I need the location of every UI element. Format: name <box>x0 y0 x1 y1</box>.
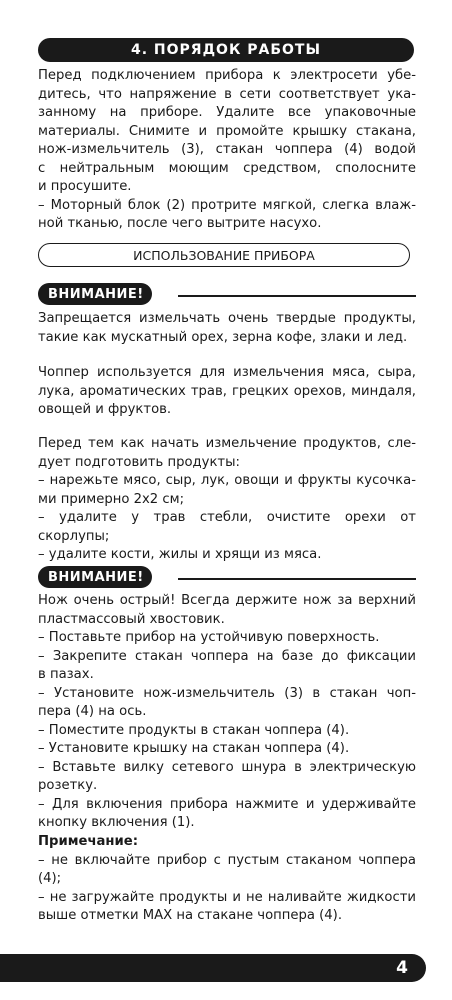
text-line: пера (4) на ось. <box>38 704 147 719</box>
text-line: – не включайте прибор с пустым стаканом чоппера (4); <box>38 852 416 886</box>
text-line: – Для включения прибора нажмите и удерживайте <box>38 796 416 812</box>
subsection-title-text: ИСПОЛЬЗОВАНИЕ ПРИБОРА <box>133 247 315 263</box>
text-line: лука, ароматических трав, грецких орехов, миндаля, <box>38 383 416 399</box>
text-line: с нейтральным моющим средством, сполосните <box>38 160 416 176</box>
uses-paragraph <box>38 364 416 420</box>
text-line: в пазах. <box>38 667 94 682</box>
divider <box>178 295 416 297</box>
text-line: – нарежьте мясо, сыр, лук, овощи и фрукты кусочка- <box>38 473 416 488</box>
note-label: Примечание: <box>38 834 138 849</box>
text-line: Нож очень острый! Всегда держите нож за верхний <box>38 593 416 608</box>
warning-header <box>38 283 416 305</box>
text-line: Запрещается измельчать очень твердые продукты, <box>38 311 416 326</box>
text-line: занному на приборе. Удалите все упаковочные <box>38 105 416 120</box>
text-line: – удалите у трав стебли, очистите орехи от скорлупы; <box>38 510 416 544</box>
warning-label: ВНИМАНИЕ! <box>48 569 144 585</box>
text-line: ной тканью, после чего вытрите насухо. <box>38 216 322 231</box>
section-title <box>38 38 414 62</box>
text-line: Чоппер используется для измельчения мяса, сыра, <box>38 365 416 380</box>
prep-paragraph <box>38 435 416 565</box>
text-line: материалы. Снимите и промойте крышку стакана, <box>38 123 416 139</box>
intro-paragraph <box>38 67 416 234</box>
page-number: 4 <box>396 958 408 978</box>
text-line: нож-измельчитель (3), стакан чоппера (4) водой <box>38 142 416 157</box>
text-line: овощей и фруктов. <box>38 402 172 417</box>
note-paragraph <box>38 833 416 926</box>
text-line: – Моторный блок (2) протрите мягкой, слегка влаж- <box>38 197 416 213</box>
subsection-title <box>38 243 410 267</box>
warning-label: ВНИМАНИЕ! <box>48 286 144 302</box>
warning-badge <box>38 566 152 588</box>
text-line: – Поставьте прибор на устойчивую поверхность. <box>38 630 380 645</box>
warning-badge <box>38 283 152 305</box>
instructions-paragraph <box>38 592 416 833</box>
text-line: такие как мускатный орех, зерна кофе, злаки и лед. <box>38 329 408 345</box>
text-line: – не загружайте продукты и не наливайте жидкости <box>38 889 416 905</box>
text-line: Перед подключением прибора к электросети убе- <box>38 68 416 83</box>
warning-header <box>38 566 416 588</box>
text-line: дитесь, что напряжение в сети соответствует ука- <box>38 86 416 102</box>
text-line: пластмассовый хвостовик. <box>38 611 225 627</box>
divider <box>178 578 416 580</box>
text-line: и просушите. <box>38 179 132 194</box>
text-line: – Закрепите стакан чоппера на базе до фиксации <box>38 648 416 664</box>
text-line: ми примерно 2х2 см; <box>38 491 185 507</box>
text-line: выше отметки MAX на стакане чоппера (4). <box>38 908 343 923</box>
footer-bar <box>0 954 426 982</box>
section-title-text: 4. ПОРЯДОК РАБОТЫ <box>130 42 321 58</box>
text-line: – Установите нож-измельчитель (3) в стакан чоп- <box>38 685 416 701</box>
text-line: розетку. <box>38 778 98 793</box>
warning-paragraph <box>38 310 416 347</box>
text-line: дует подготовить продукты: <box>38 454 240 470</box>
text-line: – Установите крышку на стакан чоппера (4). <box>38 741 350 756</box>
text-line: – Вставьте вилку сетевого шнура в электрическую <box>38 759 416 775</box>
text-line: – удалите кости, жилы и хрящи из мяса. <box>38 547 322 562</box>
text-line: – Поместите продукты в стакан чоппера (4). <box>38 722 350 738</box>
text-line: Перед тем как начать измельчение продуктов, сле- <box>38 436 416 451</box>
text-line: кнопку включения (1). <box>38 815 195 830</box>
